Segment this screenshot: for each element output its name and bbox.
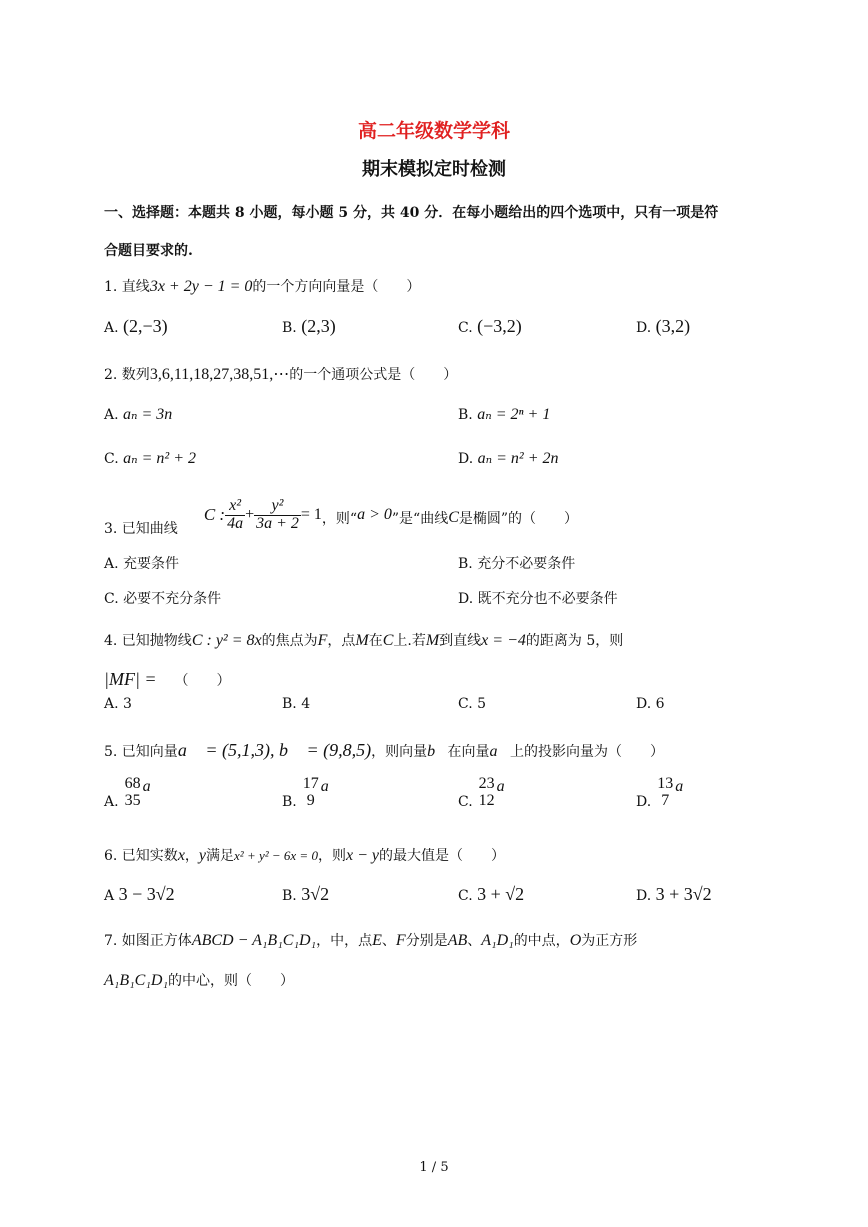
option-label: D. (458, 451, 474, 467)
option-value: aₙ = n² + 2n (477, 450, 559, 467)
option-label: A. (104, 793, 119, 810)
fraction-den: 9 (306, 791, 315, 809)
q6-math: x² + y² − 6x = 0 (234, 848, 318, 863)
option-label: D. (636, 888, 652, 904)
option-value: 必要不充分条件 (123, 591, 222, 607)
q5-math: a⃗ (489, 743, 510, 760)
fraction-num: 17 (302, 775, 319, 792)
q4-text: 到直线 (439, 633, 482, 649)
option-label: C. (104, 451, 119, 467)
q6-text: 的最大值是（ ） (378, 848, 505, 864)
option-fraction (477, 776, 497, 810)
q6-text: 满足 (206, 848, 235, 864)
q1-option-a[interactable] (104, 316, 168, 337)
option-label: C. (458, 888, 473, 904)
option-label: A. (104, 407, 119, 423)
option-fraction (123, 776, 143, 810)
option-label: D. (636, 320, 652, 336)
page-number: 1 / 5 (419, 1160, 449, 1175)
option-value: (2,−3) (123, 316, 168, 336)
q5-option-d[interactable] (636, 776, 696, 810)
q5-text: 5. 已知向量 (104, 744, 178, 760)
q3-text-3: 是椭圆”的（ ） (458, 511, 579, 527)
question-2 (104, 364, 457, 384)
q7-math: ABCD − A₁B₁C₁D₁ (191, 932, 317, 949)
q6-math: x (177, 847, 185, 864)
q4-text: 的距离为 5，则 (525, 633, 624, 649)
question-5 (104, 740, 664, 761)
q1-option-b[interactable] (282, 316, 336, 337)
option-vector: a⃗ (320, 777, 342, 795)
q3-frac-y-den: 3a + 2 (256, 514, 299, 532)
section-heading-cont: 合题目要求的. (104, 243, 193, 259)
fraction-den: 7 (661, 791, 670, 809)
q6-text: 6. 已知实数 (104, 848, 178, 864)
q1-prefix: 1. 直线 (104, 279, 150, 295)
q4-math: x = −4 (481, 632, 526, 649)
question-3: 3. 已知曲线 C : $\frac{\text{x²}}{4a}$ + $\frac{\text{y²}}{3a + 2}$ = 1 ，则“ a > 0 ”是“曲线 C 是椭圆”的（ ） (104, 496, 579, 537)
fraction-num: 68 (124, 775, 141, 792)
q4-text: 上.若 (393, 633, 426, 649)
q4-option-b[interactable] (282, 696, 310, 712)
q3-text-2: ”是“曲线 (391, 511, 449, 527)
option-value: 3 + √2 (477, 884, 525, 904)
q7-math: AB (447, 932, 468, 949)
q7-math: F (395, 932, 406, 949)
q3-prefix: 3. 已知曲线 (104, 521, 178, 537)
q5-math: a⃗ = (5,1,3), b⃗ = (9,8,5) (177, 740, 372, 760)
option-value: aₙ = 2ⁿ + 1 (477, 406, 551, 423)
q3-option-c[interactable] (104, 588, 221, 608)
q5-option-a[interactable] (104, 776, 163, 810)
option-value: 3 − 3√2 (118, 884, 175, 904)
q1-tail: 的一个方向向量是（ ） (252, 279, 421, 295)
q3-frac-x (225, 498, 245, 533)
q4-text: 的焦点为 (261, 633, 318, 649)
q1-option-d[interactable] (636, 316, 690, 337)
question-7 (104, 930, 637, 950)
q1-option-c[interactable] (458, 316, 522, 337)
q4-abs-mf: |MF| = (104, 669, 157, 689)
q2-option-a[interactable] (104, 404, 172, 424)
option-value: (3,2) (655, 316, 691, 336)
question-4 (104, 630, 623, 650)
q4-text: 在 (368, 633, 383, 649)
q2-tail: 的一个通项公式是（ ） (289, 367, 458, 383)
q5-option-c[interactable] (458, 776, 517, 810)
page-subtitle: 期末模拟定时检测 (362, 159, 506, 180)
option-label: B. (458, 556, 473, 572)
q4-math: C (382, 632, 394, 649)
q4-math: M (355, 632, 369, 649)
option-vector: a⃗ (142, 777, 164, 795)
option-value: 4 (301, 696, 311, 712)
q4-math: C : y² = 8x (191, 632, 262, 649)
option-label: D. (636, 696, 652, 712)
option-label: B. (282, 793, 297, 810)
q7-text: 7. 如图正方体 (104, 933, 192, 949)
option-label: B. (282, 696, 297, 712)
option-label: C. (104, 591, 119, 607)
option-value: aₙ = n² + 2 (123, 450, 196, 467)
q7-text: 、 (467, 933, 482, 949)
question-6 (104, 845, 505, 865)
question-1 (104, 276, 420, 296)
q4-tail: （ ） (174, 673, 231, 689)
q5-text: ，则向量 (371, 744, 428, 760)
option-label: C. (458, 696, 473, 712)
option-label: D. (458, 591, 474, 607)
q7-text: 的中心，则（ ） (168, 973, 295, 989)
option-label: A. (104, 696, 119, 712)
option-value: 3√2 (301, 884, 330, 904)
fraction-den: 35 (124, 791, 141, 809)
q7-text: ，中，点 (316, 933, 373, 949)
q6-option-b[interactable] (282, 884, 329, 905)
q2-option-c[interactable] (104, 448, 196, 468)
option-label: A. (104, 320, 119, 336)
q3-eq: = 1 (300, 506, 322, 523)
q6-option-a[interactable] (104, 884, 175, 905)
option-label: B. (458, 407, 473, 423)
q6-math: x − y (345, 847, 379, 864)
q4-option-c[interactable] (458, 696, 486, 712)
q3-cond: a > 0 (357, 506, 392, 523)
option-label: B. (282, 888, 297, 904)
fraction-den: 12 (478, 791, 495, 809)
option-value: (2,3) (301, 316, 336, 336)
option-value: 6 (655, 696, 665, 712)
option-label: C. (458, 793, 473, 810)
fraction-num: 23 (478, 775, 495, 792)
q4-text: 4. 已知抛物线 (104, 633, 192, 649)
q4-text: ，点 (327, 633, 356, 649)
q6-text: ，则 (317, 848, 346, 864)
option-value: aₙ = 3n (123, 406, 173, 423)
q2-prefix: 2. 数列 (104, 367, 150, 383)
option-value: 3 + 3√2 (655, 884, 712, 904)
q4-option-d[interactable] (636, 696, 665, 712)
q3-option-a[interactable] (104, 553, 179, 573)
q3-frac-y (254, 498, 301, 533)
q2-option-b[interactable] (458, 404, 550, 424)
q7-math: O (569, 932, 582, 949)
q5-math: b⃗ (427, 743, 448, 760)
option-label: C. (458, 320, 473, 336)
q4-math: F (317, 632, 328, 649)
question-4-cont (104, 669, 231, 690)
fraction-num: 13 (657, 775, 674, 792)
option-value: 3 (123, 696, 132, 712)
q3-frac-x-den: 4a (227, 514, 244, 532)
section-heading: 一、选择题：本题共 8 小题，每小题 5 分，共 40 分．在每小题给出的四个选项中，只有一项是符 (104, 205, 719, 221)
q3-frac-x-num: x² (225, 498, 245, 516)
q5-text: 在向量 (447, 744, 490, 760)
q3-option-d[interactable] (458, 588, 618, 608)
q7-text: 、 (381, 933, 396, 949)
q3-frac-y-num: y² (254, 498, 301, 516)
q4-math: M (425, 632, 440, 649)
q3-cv: C (448, 509, 459, 526)
q5-text: 上的投影向量为（ ） (510, 744, 664, 760)
option-vector: a⃗ (675, 777, 696, 795)
q4-option-a[interactable] (104, 696, 132, 712)
page-title: 高二年级数学学科 (357, 120, 510, 142)
q2-expr: 3,6,11,18,27,38,51,⋯ (149, 366, 290, 383)
option-vector: a⃗ (496, 777, 518, 795)
option-value: 既不充分也不必要条件 (477, 591, 618, 607)
q7-text: 为正方形 (581, 933, 638, 949)
option-value: 5 (477, 696, 487, 712)
option-value: (−3,2) (477, 316, 522, 336)
q6-math: y (198, 847, 207, 864)
q7-math: A₁D₁ (481, 932, 514, 949)
q6-text: ， (184, 848, 199, 864)
option-value: 充分不必要条件 (477, 556, 576, 572)
q7-math: E (372, 932, 382, 949)
option-label: A. (104, 556, 119, 572)
option-label: D. (636, 793, 652, 810)
q2-option-d[interactable] (458, 448, 559, 468)
q3-text-1: ，则“ (321, 511, 358, 527)
option-fraction (301, 776, 321, 810)
q5-option-b[interactable] (282, 776, 341, 810)
q1-expr: 3x + 2y − 1 = 0 (149, 278, 253, 295)
q6-option-d[interactable] (636, 884, 712, 905)
q3-curve-name: C : (203, 505, 226, 524)
option-label: B. (282, 320, 297, 336)
question-7-cont (104, 970, 294, 990)
q6-option-c[interactable] (458, 884, 524, 905)
option-label: A (104, 888, 115, 904)
option-value: 充要条件 (123, 556, 180, 572)
q7-text: 的中点， (513, 933, 570, 949)
q7-math: A₁B₁C₁D₁ (104, 972, 169, 989)
option-fraction (655, 776, 675, 810)
q3-option-b[interactable] (458, 553, 575, 573)
q7-text: 分别是 (405, 933, 448, 949)
